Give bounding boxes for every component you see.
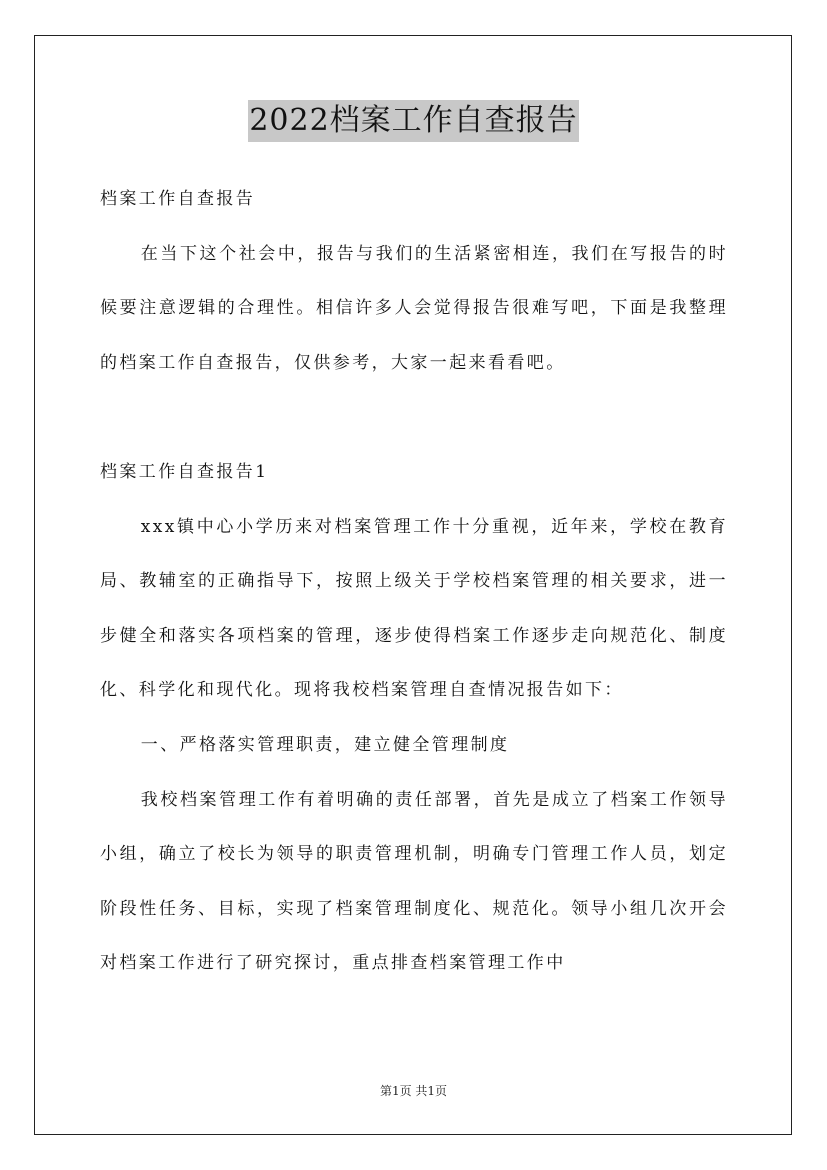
section-heading: 档案工作自查报告1 xyxy=(100,461,269,482)
page-footer: 第1页 共1页 xyxy=(379,1084,448,1098)
document-title: 2022档案工作自查报告 xyxy=(248,100,578,142)
blank-line xyxy=(100,390,728,445)
subheading-1: 一、严格落实管理职责，建立健全管理制度 xyxy=(140,734,510,755)
document-subtitle: 档案工作自查报告 xyxy=(100,189,256,209)
body-paragraph-1: xxx镇中心小学历来对档案管理工作十分重视，近年来，学校在教育局、教辅室的正确指导下，按照上级关于学校档案管理的相关要求，进一步健全和落实各项档案的管理，逐步使得档案工作逐步走向规范化、制度化、科学化和现代化。现将我校档案管理自查情况报告如下： xyxy=(100,516,728,701)
body-paragraph-2: 我校档案管理工作有着明确的责任部署，首先是成立了档案工作领导小组，确立了校长为领导的职责管理机制，明确专门管理工作人员，划定阶段性任务、目标，实现了档案管理制度化、规范化。领导小组几次开会对档案工作进行了研究探讨，重点排查档案管理工作中 xyxy=(100,789,728,974)
title-container xyxy=(0,100,827,142)
document-body xyxy=(100,172,728,991)
intro-paragraph: 在当下这个社会中，报告与我们的生活紧密相连，我们在写报告的时候要注意逻辑的合理性。相信许多人会觉得报告很难写吧，下面是我整理的档案工作自查报告，仅供参考，大家一起来看看吧。 xyxy=(100,243,728,373)
